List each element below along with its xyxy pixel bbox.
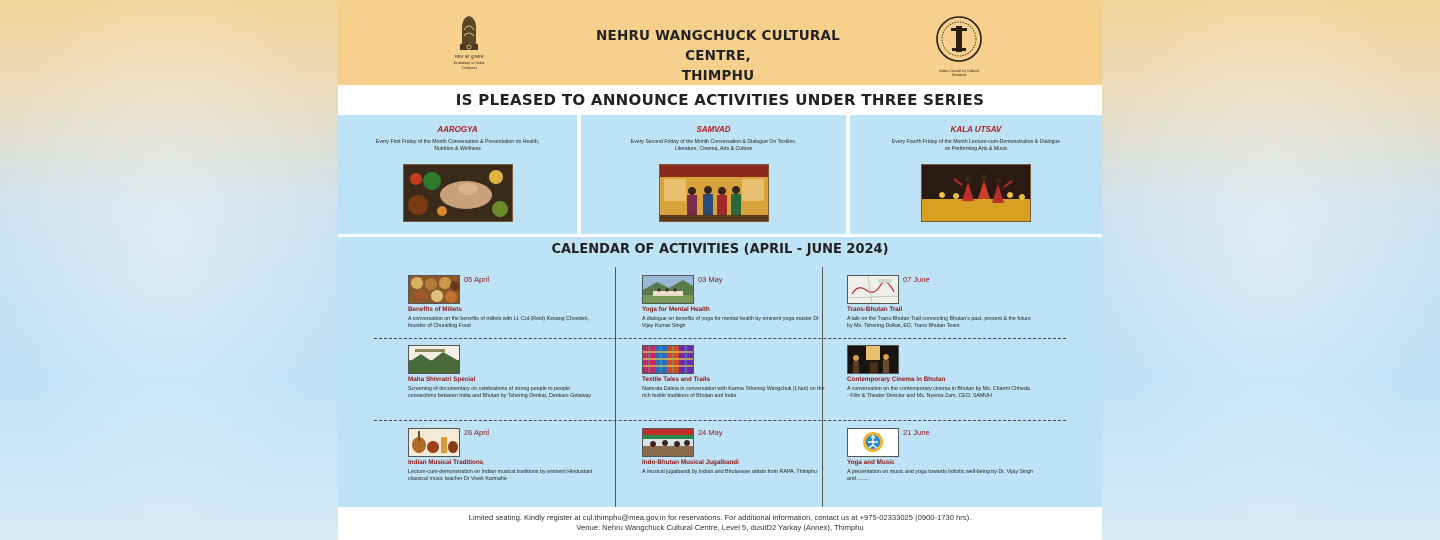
millets-photo-icon <box>408 275 460 304</box>
series-name: SAMVAD <box>696 125 731 134</box>
series-card-kala-utsav <box>850 115 1102 234</box>
series-description: Every Fourth Friday of the Month Lecture-cum-Demonstration & Dialogue on Performing Arts & Music <box>891 139 1061 152</box>
activity-title: Textile Tales and Trails <box>642 376 711 383</box>
registration-note: Limited seating. Kindly register at cul.thimphu@mea.gov.in for reservations. For additional information, contact us at +975-02333025 (0900-1730 hrs). <box>468 513 972 522</box>
series-name: AAROGYA <box>437 125 478 134</box>
activity-date: 21 June <box>903 428 930 437</box>
activity-title: Contemporary Cinema in Bhutan <box>847 376 946 383</box>
calendar-panel <box>338 237 1102 507</box>
activity-title: Yoga for Mental Health <box>642 306 710 313</box>
map-photo-icon <box>847 275 899 304</box>
announcement-heading: IS PLEASED TO ANNOUNCE ACTIVITIES UNDER THREE SERIES <box>338 85 1102 115</box>
activity-description: A talk on the Trans-Bhutan Trail connecting Bhutan's past, present & the future by Ms. Tshering Dolkar, ED, Trans Bhutan Team <box>847 316 1031 329</box>
activity-title: Benefits of Millets <box>408 306 462 313</box>
activity-date: 05 April <box>464 275 490 284</box>
activity-title: Yoga and Music <box>847 459 895 466</box>
textile-photo-icon <box>642 345 694 374</box>
activity-title: Trans-Bhutan Trail <box>847 306 903 313</box>
yoga-day-logo-icon <box>847 428 899 457</box>
series-description: Every First Friday of the Month Conversation & Presentation on Health, Nutrition & Wellness <box>375 139 540 152</box>
embassy-emblem <box>446 10 492 78</box>
series-description: Every Second Friday of the Month Conversation & Dialogue On Textiles, Literature, Cinema, Arts & Culture <box>630 139 797 152</box>
iccr-seal <box>932 14 986 76</box>
activity-description: A dialogue on benefits of yoga for mental health by eminent yoga master Dr Vijay Kumar Singh <box>642 316 819 329</box>
activity-description: A conversation on the benefits of millets with Lt. Col.(Retd) Kesang Choeden, founder of Chuniding Food <box>408 316 590 329</box>
activity-title: Indo-Bhutan Musical Jugalbandi <box>642 459 739 466</box>
series-name: KALA UTSAV <box>950 125 1002 134</box>
musicians-photo-icon <box>642 428 694 457</box>
yoga-photo-icon <box>642 275 694 304</box>
activity-description: Namrata Daleia in conversation with Karma Tshering Wangchuk (Lhari) on the rich textile traditions of Bhutan and India <box>642 386 825 399</box>
row-divider <box>374 420 1066 421</box>
activity-title: Indian Musical Traditions <box>408 459 484 466</box>
series-row <box>338 115 1102 234</box>
ashoka-lion-icon <box>454 10 484 54</box>
activity-date: 24 May <box>698 428 723 437</box>
dancers-photo-icon <box>921 164 1031 222</box>
poster-footer <box>338 507 1102 540</box>
series-card-aarogya <box>338 115 577 234</box>
poster-header <box>338 0 1102 85</box>
activity-date: 26 April <box>464 428 490 437</box>
emblem-caption-line1: Embassy of India <box>453 60 485 65</box>
group-photo-icon <box>659 164 769 222</box>
activity-date: 07 June <box>903 275 930 284</box>
activity-description: A presentation on music and yoga towards holistic well-being by Dr. Vijay Singh and ........ <box>847 469 1033 482</box>
activity-description: Lecture-cum-demonstration on Indian musical traditions by eminent Hindustani classical music teacher Dr Vivek Karmahe <box>408 469 593 482</box>
series-card-samvad <box>581 115 846 234</box>
documentary-photo-icon <box>408 345 460 374</box>
activity-title: Maha Shivratri Special <box>408 376 476 383</box>
emblem-caption-hindi: भारत का दूतावास <box>454 55 484 60</box>
iccr-logo-icon <box>934 14 984 64</box>
food-spices-photo-icon <box>403 164 513 222</box>
centre-title-line1: NEHRU WANGCHUCK CULTURAL CENTRE, <box>596 28 840 64</box>
blurred-backdrop-right <box>1102 0 1440 540</box>
venue-line: Venue: Nehru Wangchuck Cultural Centre, Level 5, dusitD2 Yarkay (Annex), Thimphu <box>576 523 864 532</box>
column-divider <box>615 267 616 507</box>
activity-description: A conversation on the contemporary cinema in Bhutan by Ms. Charmi Chheda - Film & Theater Director and Ms. Nyema Zam, CEO, SAMUH <box>847 386 1030 399</box>
seal-caption: Indian Council for Cultural Relations <box>938 69 980 77</box>
blurred-backdrop-left <box>0 0 338 540</box>
event-poster <box>338 0 1102 540</box>
instruments-photo-icon <box>408 428 460 457</box>
activity-description: Screening of documentary on celebrations of strong people to people connections between India and Bhutan by Tshering Denkar, Denkars Getaway <box>408 386 592 399</box>
centre-title <box>568 26 868 86</box>
row-divider <box>374 338 1066 339</box>
activity-date: 03 May <box>698 275 723 284</box>
emblem-caption-line2: Thimphu <box>461 65 477 70</box>
cinema-photo-icon <box>847 345 899 374</box>
activity-description: A musical jugalbandi by Indian and Bhutanese artists from RAPA, Thimphu <box>642 469 817 475</box>
centre-title-line2: THIMPHU <box>681 68 755 84</box>
calendar-title: CALENDAR OF ACTIVITIES (APRIL - JUNE 2024) <box>551 242 889 257</box>
